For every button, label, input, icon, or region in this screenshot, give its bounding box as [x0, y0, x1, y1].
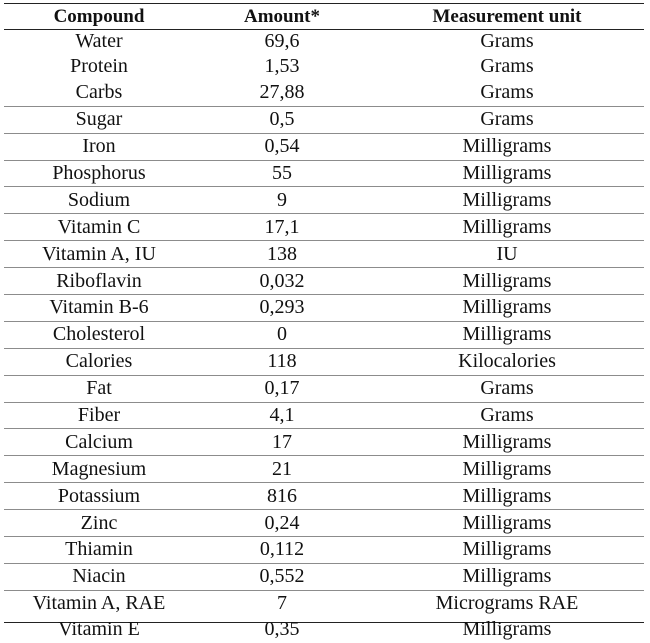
- cell-amount: 0,35: [264, 618, 300, 641]
- cell-compound: Carbs: [4, 80, 194, 106]
- table-row: [4, 214, 644, 241]
- cell-unit: Grams: [370, 106, 644, 133]
- table-row: [4, 268, 644, 295]
- cell-unit: Grams: [370, 80, 644, 106]
- cell-compound: Calories: [4, 348, 194, 375]
- table-row: [4, 483, 644, 510]
- cell-unit: Milligrams: [370, 563, 644, 590]
- cell-compound: Vitamin A, IU: [4, 241, 194, 268]
- table-row: [4, 133, 644, 160]
- cell-amount: 27,88: [194, 80, 370, 106]
- cell-unit: Kilocalories: [370, 348, 644, 375]
- table-row: [4, 456, 644, 483]
- cell-amount: 17: [194, 429, 370, 456]
- cell-compound: Sodium: [4, 187, 194, 214]
- cell-compound: Thiamin: [4, 537, 194, 564]
- cell-compound: Zinc: [4, 510, 194, 537]
- table-row: [4, 563, 644, 590]
- header-measurement-unit: Measurement unit: [432, 5, 582, 27]
- cell-unit: Milligrams: [462, 618, 552, 641]
- cell-unit: Milligrams: [370, 295, 644, 322]
- cell-compound: Water: [75, 30, 123, 52]
- cell-unit: Grams: [480, 55, 534, 78]
- cell-amount: 0,552: [194, 563, 370, 590]
- cell-amount: 118: [194, 348, 370, 375]
- cell-compound: Calcium: [4, 429, 194, 456]
- cell-compound: Iron: [4, 133, 194, 160]
- cell-amount: 9: [194, 187, 370, 214]
- table-row: [4, 537, 644, 564]
- cell-unit: Grams: [370, 402, 644, 429]
- cell-unit: Milligrams: [370, 268, 644, 295]
- table-row: [4, 375, 644, 402]
- table-row: [4, 429, 644, 456]
- cell-unit: Milligrams: [370, 187, 644, 214]
- table-row: [4, 402, 644, 429]
- table-body: [4, 29, 644, 643]
- cell-amount: 0,032: [194, 268, 370, 295]
- cell-unit: Milligrams: [370, 483, 644, 510]
- cell-unit: Milligrams: [370, 321, 644, 348]
- cell-amount: 1,53: [264, 55, 300, 78]
- cell-unit: Micrograms RAE: [435, 592, 579, 615]
- cell-compound: Phosphorus: [4, 160, 194, 187]
- table-row: [4, 510, 644, 537]
- cell-unit: Milligrams: [370, 160, 644, 187]
- table-row: [4, 590, 644, 616]
- cell-amount: 0,112: [194, 537, 370, 564]
- table-row: [4, 241, 644, 268]
- cell-amount: 0,24: [194, 510, 370, 537]
- cell-compound: Niacin: [4, 563, 194, 590]
- cell-amount: 0,5: [194, 106, 370, 133]
- cell-amount: 0,293: [194, 295, 370, 322]
- cell-amount: 4,1: [194, 402, 370, 429]
- table-header-row: [4, 4, 644, 29]
- table-row: [4, 348, 644, 375]
- table-row: [4, 29, 644, 54]
- cell-amount: 17,1: [194, 214, 370, 241]
- cell-compound: Magnesium: [4, 456, 194, 483]
- cell-unit: Milligrams: [370, 537, 644, 564]
- header-compound: Compound: [53, 5, 145, 27]
- cell-amount: 0: [194, 321, 370, 348]
- table-row: [4, 54, 644, 80]
- cell-compound: Vitamin B-6: [4, 295, 194, 322]
- cell-compound: Riboflavin: [4, 268, 194, 295]
- cell-unit: Milligrams: [370, 456, 644, 483]
- cell-unit: Milligrams: [370, 429, 644, 456]
- table-row: [4, 295, 644, 322]
- cell-amount: 0,17: [194, 375, 370, 402]
- header-amount: Amount*: [243, 5, 320, 27]
- table-row: [4, 160, 644, 187]
- table-row: [4, 187, 644, 214]
- cell-unit: Grams: [480, 30, 534, 52]
- cell-compound: Sugar: [4, 106, 194, 133]
- cell-compound: Potassium: [4, 483, 194, 510]
- cell-compound: Vitamin E: [58, 618, 140, 641]
- cell-amount: 55: [194, 160, 370, 187]
- cell-unit: Milligrams: [370, 214, 644, 241]
- table-row: [4, 106, 644, 133]
- cell-compound: Fiber: [4, 402, 194, 429]
- cell-amount: 138: [194, 241, 370, 268]
- cell-amount: 0,54: [194, 133, 370, 160]
- table-row: [4, 321, 644, 348]
- table-row: [4, 617, 644, 643]
- cell-amount: 69,6: [264, 30, 300, 52]
- cell-unit: Milligrams: [370, 133, 644, 160]
- cell-compound: Protein: [70, 55, 128, 78]
- cell-unit: Grams: [370, 375, 644, 402]
- cell-unit: IU: [370, 241, 644, 268]
- cell-amount: 21: [194, 456, 370, 483]
- cell-compound: Vitamin C: [4, 214, 194, 241]
- cell-compound: Cholesterol: [4, 321, 194, 348]
- cell-amount: 7: [277, 592, 287, 615]
- nutrition-table: [4, 4, 644, 643]
- cell-compound: Fat: [4, 375, 194, 402]
- cell-compound: Vitamin A, RAE: [32, 592, 166, 615]
- table-row: [4, 80, 644, 106]
- cell-amount: 816: [194, 483, 370, 510]
- cell-unit: Milligrams: [370, 510, 644, 537]
